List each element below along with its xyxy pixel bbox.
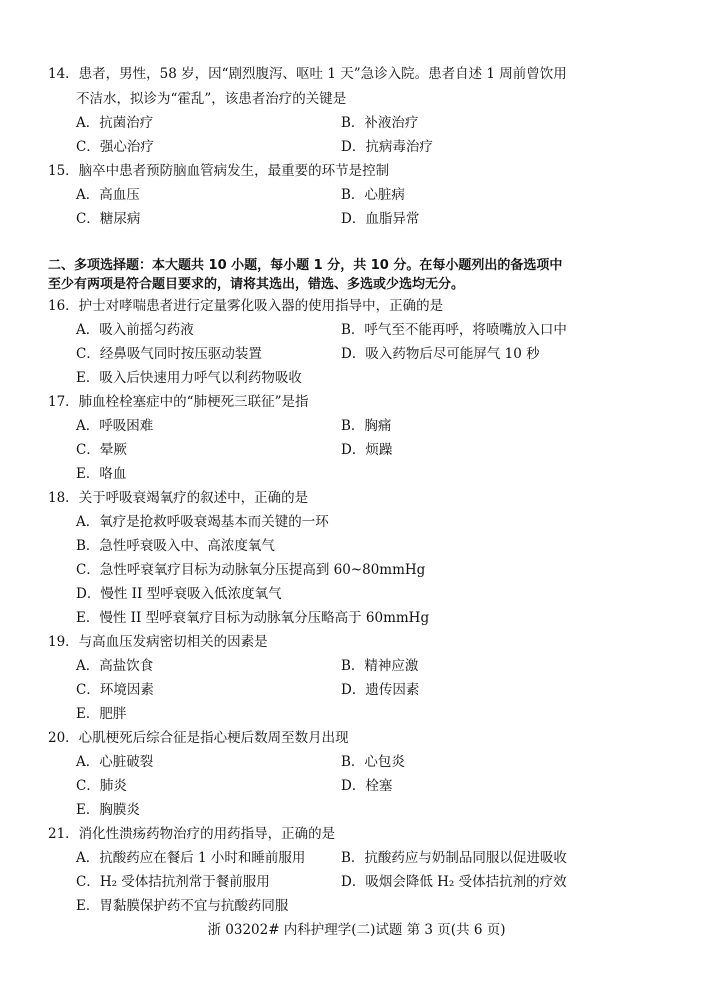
question-14-option-b: B．补液治疗 [341,115,419,131]
question-14-stem-cont: 不洁水，拟诊为“霍乱”，该患者治疗的关键是 [76,91,347,107]
question-18-option-c: C．急性呼衰氧疗目标为动脉氧分压提高到 60~80mmHg [76,562,426,578]
question-15-option-a: A．高血压 [76,187,140,203]
question-20-option-c: C．肺炎 [76,778,127,794]
question-20-option-e: E．胸膜炎 [76,802,140,818]
question-17-option-d: D．烦躁 [341,442,393,458]
question-17-stem: 17．肺血栓栓塞症中的“肺梗死三联征”是指 [48,394,309,410]
question-17-option-a: A．呼吸困难 [76,418,154,434]
question-15-option-c: C．糖尿病 [76,211,141,227]
question-21-option-c: C．H₂ 受体拮抗剂常于餐前服用 [76,874,270,890]
question-19-option-a: A．高盐饮食 [76,658,154,674]
question-20-option-a: A．心脏破裂 [76,754,154,770]
question-19-option-d: D．遗传因素 [341,682,420,698]
question-16-option-b: B．呼气至不能再呼，将喷嘴放入口中 [341,322,567,338]
question-18-option-a: A．氧疗是抢救呼吸衰竭基本而关键的一环 [76,514,329,530]
question-17-option-e: E．咯血 [76,466,127,482]
question-18-option-d: D．慢性 II 型呼衰吸入低浓度氧气 [76,586,282,602]
question-16-stem: 16．护士对哮喘患者进行定量雾化吸入器的使用指导中，正确的是 [48,298,444,314]
question-19-option-c: C．环境因素 [76,682,154,698]
question-17-option-c: C．晕厥 [76,442,127,458]
question-21-option-e: E．胃黏膜保护药不宜与抗酸药同服 [76,898,289,914]
question-19-option-e: E．肥胖 [76,706,127,722]
question-18-stem: 18．关于呼吸衰竭氧疗的叙述中，正确的是 [48,490,309,506]
question-21-stem: 21．消化性溃疡药物治疗的用药指导，正确的是 [48,826,336,842]
question-14-option-c: C．强心治疗 [76,139,154,155]
question-20-option-d: D．栓塞 [341,778,393,794]
section-2-instructions-line-2: 至少有两项是符合题目要求的，请将其选出，错选、多选或少选均无分。 [48,277,465,292]
question-14-option-a: A．抗菌治疗 [76,115,154,131]
question-17-option-b: B．胸痛 [341,418,392,434]
question-19-option-b: B．精神应激 [341,658,419,674]
question-19-stem: 19．与高血压发病密切相关的因素是 [48,634,268,650]
question-16-option-e: E．吸入后快速用力呼气以利药物吸收 [76,370,302,386]
question-21-option-d: D．吸烟会降低 H₂ 受体拮抗剂的疗效 [341,874,567,890]
question-20-stem: 20．心肌梗死后综合征是指心梗后数周至数月出现 [48,730,349,746]
question-14-stem: 14．患者，男性，58 岁，因“剧烈腹泻、呕吐 1 天”急诊入院。患者自述 1 周前曾饮用 [48,66,567,82]
section-2-instructions-line-1: 二、多项选择题：本大题共 10 小题，每小题 1 分，共 10 分。在每小题列出的备选项中 [48,258,563,273]
question-15-option-b: B．心脏病 [341,187,405,203]
question-14-option-d: D．抗病毒治疗 [341,139,433,155]
question-18-option-e: E．慢性 II 型呼衰氧疗目标为动脉氧分压略高于 60mmHg [76,610,430,626]
question-16-option-c: C．经鼻吸气同时按压驱动装置 [76,346,262,362]
question-21-option-b: B．抗酸药应与奶制品同服以促进吸收 [341,850,567,866]
question-20-option-b: B．心包炎 [341,754,405,770]
question-18-option-b: B．急性呼衰吸入中、高浓度氧气 [76,538,275,554]
question-21-option-a: A．抗酸药应在餐后 1 小时和睡前服用 [76,850,306,866]
page-footer: 浙 03202# 内科护理学(二)试题 第 3 页(共 6 页) [207,922,506,938]
question-16-option-a: A．吸入前摇匀药液 [76,322,194,338]
question-16-option-d: D．吸入药物后尽可能屏气 10 秒 [341,346,540,362]
question-15-stem: 15．脑卒中患者预防脑血管病发生，最重要的环节是控制 [48,163,390,179]
question-15-option-d: D．血脂异常 [341,211,420,227]
